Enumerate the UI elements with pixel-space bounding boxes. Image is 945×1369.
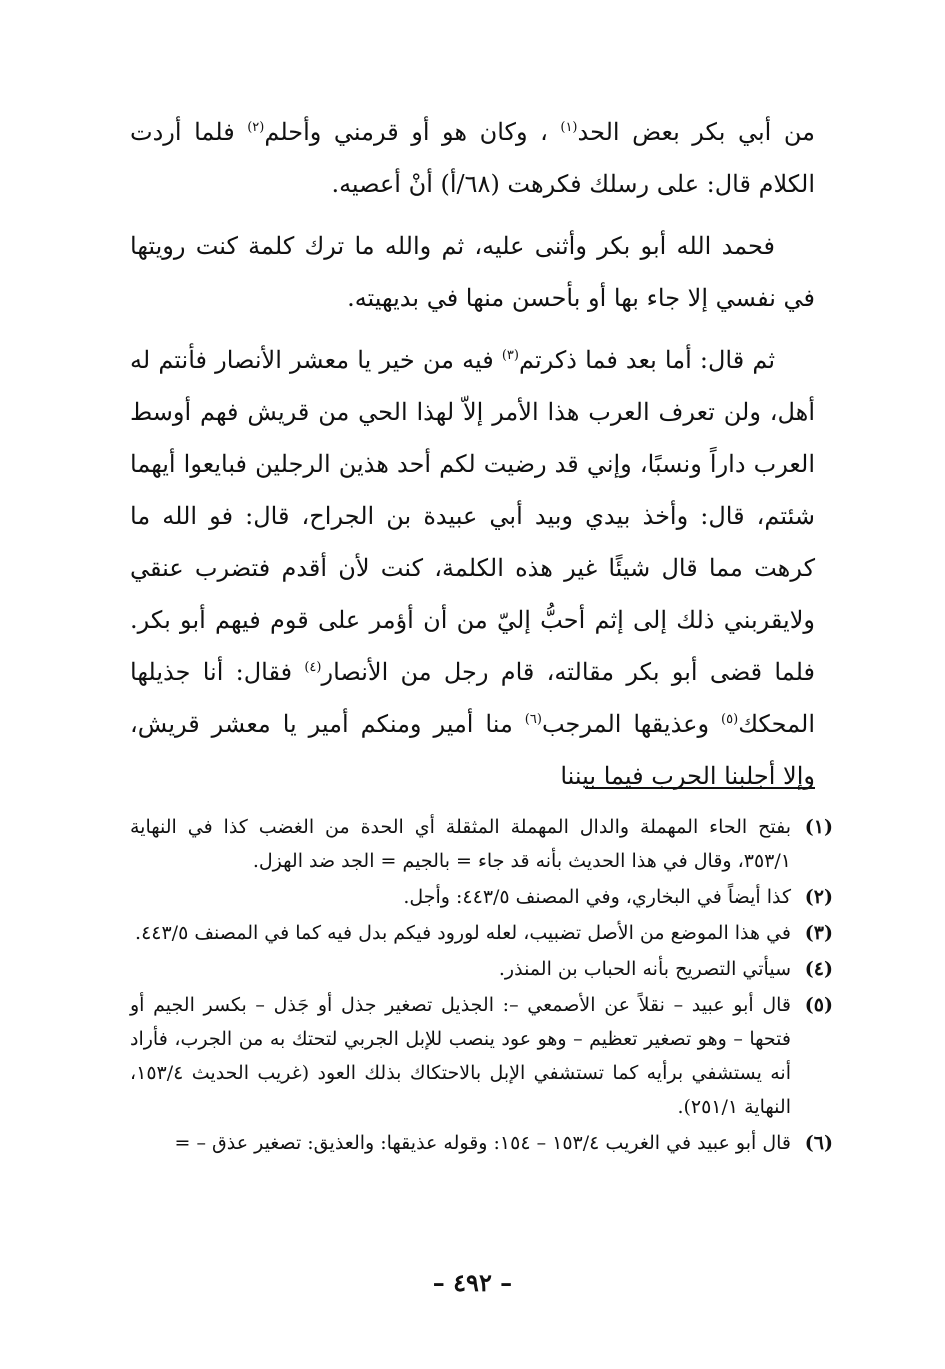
footnote-ref-6[interactable]: (٦) (524, 712, 542, 727)
footnotes (130, 810, 833, 1162)
footnote-number: (٦) (804, 1132, 833, 1154)
main-text (130, 106, 815, 812)
footnote-number: (٢) (804, 886, 833, 908)
footnote-number: (٣) (804, 922, 833, 944)
footnote-2 (130, 880, 833, 914)
footnote-ref-3[interactable]: (٣) (501, 348, 519, 363)
footnote-number: (٥) (804, 994, 833, 1016)
footnote-3 (130, 916, 833, 950)
footnote-text: بفتح الحاء المهملة والدال المهملة المثقلة أي الحدة من الغضب كذا في النهاية ٣٥٣/١، وقال في هذا الحديث بأنه قد جاء = بالجيم = الجد ضد الهزل. (130, 816, 791, 872)
footnote-number: (٤) (804, 958, 833, 980)
text-segment: وعذيقها المرجب (541, 710, 722, 738)
text-segment: منا أمير ومنكم أمير يا معشر قريش، وإلا أجلبنا الحرب فيما بيننا (130, 710, 815, 790)
footnote-text: في هذا الموضع من الأصل تضبيب، لعله لورود فيكم بدل فيه كما في المصنف ٤٤٣/٥. (135, 922, 791, 944)
footnote-text: كذا أيضاً في البخاري، وفي المصنف ٤٤٣/٥: وأجل. (403, 886, 791, 908)
paragraph-1 (130, 106, 815, 210)
footnote-text: قال أبو عبيد في الغريب ١٥٣/٤ – ١٥٤: وقوله عذيقها: والعذيق: تصغير عذق – = (174, 1132, 791, 1154)
footnote-ref-5[interactable]: (٥) (721, 712, 739, 727)
footnote-ref-1[interactable]: (١) (560, 120, 578, 135)
footnote-4 (130, 952, 833, 986)
text-segment: فحمد الله أبو بكر وأثنى عليه، ثم والله ما ترك كلمة كنت رويتها في نفسي إلا جاء بها أو بأحسن منها في بديهيته. (130, 232, 815, 312)
footnote-1 (130, 810, 833, 878)
text-segment: ثم قال: أما بعد فما ذكرتم (518, 346, 776, 374)
text-segment: فلما أردت الكلام قال: على رسلك فكرهت (٦٨/أ) أنْ أعصيه. (130, 118, 815, 198)
footnote-text: قال أبو عبيد – نقلاً عن الأصمعي –: الجذيل تصغير جذل أو جَذل – بكسر الجيم أو فتحها – وهو تصغير تعظيم – وهو عود ينصب للإبل الجربي لتحتك به من الجرب، فأراد أنه يستشفي برأيه كما تستشفي الإبل بالاحتكاك بذلك العود (غريب الحديث ١٥٣/٤، النهاية ٢٥١/١). (130, 994, 791, 1118)
footnote-number: (١) (804, 816, 833, 838)
footnote-text: سيأتي التصريح بأنه الحباب بن المنذر. (498, 958, 791, 980)
paragraph-3 (130, 334, 815, 802)
footnote-ref-4[interactable]: (٤) (304, 660, 322, 675)
paragraph-2 (130, 220, 815, 324)
text-segment: فقال: أنا جذيلها المحكك (130, 658, 816, 738)
text-segment: ، وكان هو أو قرمني وأحلم (264, 118, 561, 146)
page-number: – ٤٩٢ – (432, 1268, 513, 1297)
text-segment: فيه من خير يا معشر الأنصار فأنتم له أهل، ولن تعرف العرب هذا الأمر إلاّ لهذا الحي من قريش فهم أوسط العرب داراً ونسبًا، وإني قد رضيت لكم أحد هذين الرجلين فبايعوا أيهما شئتم، قال: وأخذ بيدي وبيد أبي عبيدة بن الجراح، قال: فو الله ما كرهت مما قال شيئًا غير هذه الكلمة، كنت لأن أقدم فتضرب عنقي ولايقربني ذلك إلى إثم أحبُّ إليّ من أن أؤمر على قوم فيهم أبو بكر. فلما قضى أبو بكر مقالته، قام رجل من الأنصار (130, 346, 815, 686)
footnote-5 (130, 988, 833, 1124)
text-segment: من أبي بكر بعض الحد (577, 118, 815, 146)
footnote-separator (585, 787, 815, 789)
footnote-ref-2[interactable]: (٢) (247, 120, 265, 135)
footnote-6 (130, 1126, 833, 1160)
